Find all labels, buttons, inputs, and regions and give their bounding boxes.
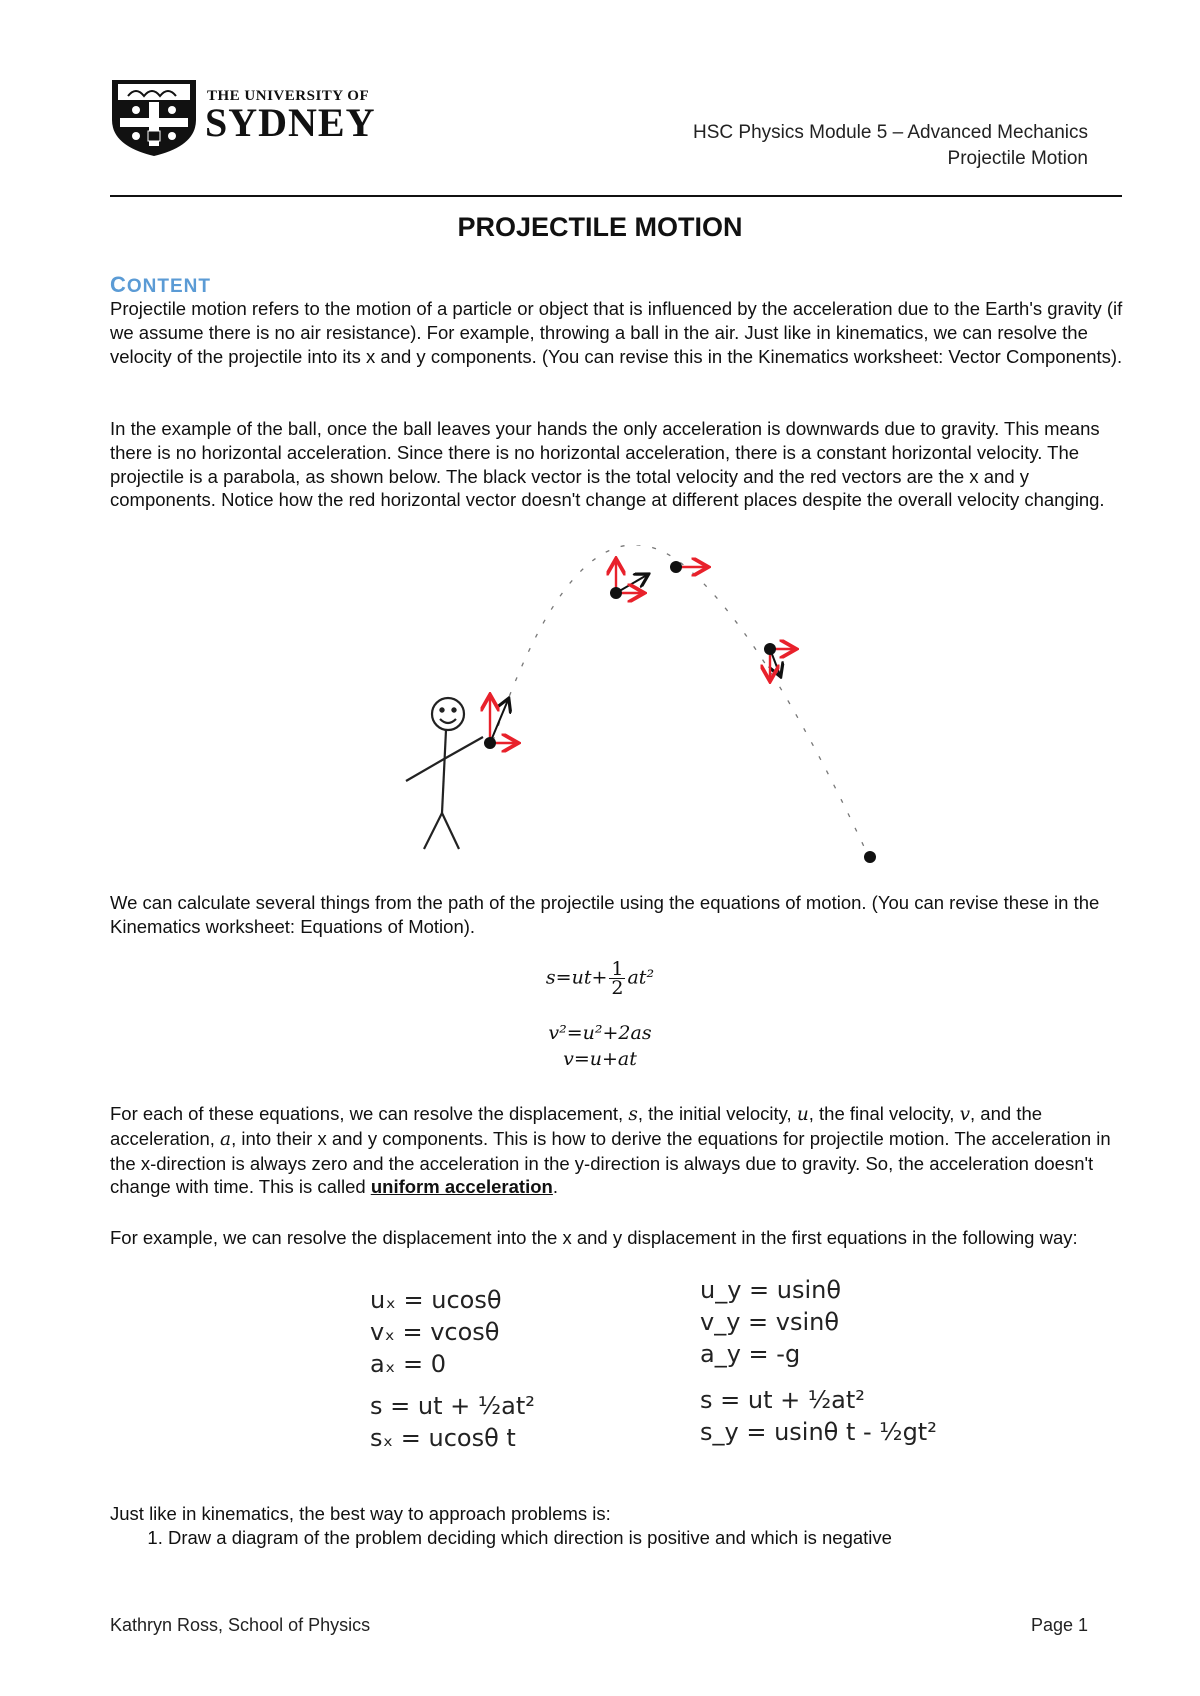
ball-falling <box>764 643 794 679</box>
handwritten-x-components: uₓ = ucosθ vₓ = vcosθ aₓ = 0 s = ut + ½at² sₓ = ucosθ t <box>370 1286 535 1452</box>
paragraph-ball-example: In the example of the ball, once the ball leaves your hands the only acceleration is downwards due to gravity. This means there is no horizontal acceleration. Since there is no horizontal acceleration, there is a constant horizontal velocity. The projectile is a parabola, as shown below. The black vector is the total velocity and the red vectors are the x and y components. Notice how the red horizontal vector doesn't change at different places despite the overall velocity changing. <box>110 418 1105 511</box>
equation-velocity: v=u+at <box>563 1048 637 1070</box>
page-title: PROJECTILE MOTION <box>457 212 743 242</box>
term-uniform-acceleration: uniform acceleration <box>370 1176 553 1198</box>
footer-author: Kathryn Ross, School of Physics <box>110 1615 371 1635</box>
paragraph-approach: Just like in kinematics, the best way to approach problems is: <box>110 1503 611 1524</box>
equation-velocity-squared: v²=u²+2as <box>548 1022 652 1044</box>
university-crest-icon <box>108 76 200 158</box>
ball-landing <box>864 851 876 863</box>
paragraph-example: For example, we can resolve the displacement into the x and y displacement in the first equations in the following way: <box>110 1227 1078 1248</box>
university-name: SYDNEY <box>205 100 376 145</box>
trajectory-path <box>493 545 867 853</box>
ball-rising <box>610 561 647 599</box>
header-course: HSC Physics Module 5 – Advanced Mechanics <box>693 122 1088 143</box>
footer-page-number: Page 1 <box>1030 1615 1088 1635</box>
section-heading: CONTENT <box>110 272 211 297</box>
paragraph-equations-intro: We can calculate several things from the path of the projectile using the equations of motion. (You can revise these in the Kinematics worksheet: Equations of Motion). <box>110 892 1100 937</box>
projectile-diagram <box>380 545 900 865</box>
paragraph-intro: Projectile motion refers to the motion of a particle or object that is influenced by the acceleration due to the Earth's gravity (if we assume there is no air resistance). For example, throwing a ball in the air. Just like in kinematics, we can resolve the velocity of the projectile into its x and y components. (You can revise this in the Kinematics worksheet: Vector Components). <box>110 298 1123 367</box>
ball-launch <box>484 697 516 749</box>
header-topic: Projectile Motion <box>947 148 1088 169</box>
stick-figure <box>406 698 483 849</box>
steps-list <box>110 1526 1124 1550</box>
university-logo <box>108 76 200 163</box>
header-divider <box>110 195 1122 197</box>
list-item: 1. Draw a diagram of the problem deciding which direction is positive and which is negative <box>168 1526 1124 1550</box>
ball-peak <box>670 561 706 573</box>
university-name-small: THE UNIVERSITY OF <box>207 88 370 104</box>
paragraph-resolve-components: For each of these equations, we can resolve the displacement, s, the initial velocity, u, the final velocity, v, and the acceleration, a, into their x and y components. This is how to derive the equations for projectile motion. The acceleration in the x-direction is always zero and the acceleration in the y-direction is always due to gravity. So, the acceleration doesn't change with time. This is called uniform acceleration. <box>110 1103 1111 1198</box>
handwritten-y-components: u_y = usinθ v_y = vsinθ a_y = -g s = ut + ½at² s_y = usinθ t - ½gt² <box>700 1276 937 1446</box>
equation-displacement: s=ut+ $\frac{1}{2}$ at² <box>545 958 655 999</box>
